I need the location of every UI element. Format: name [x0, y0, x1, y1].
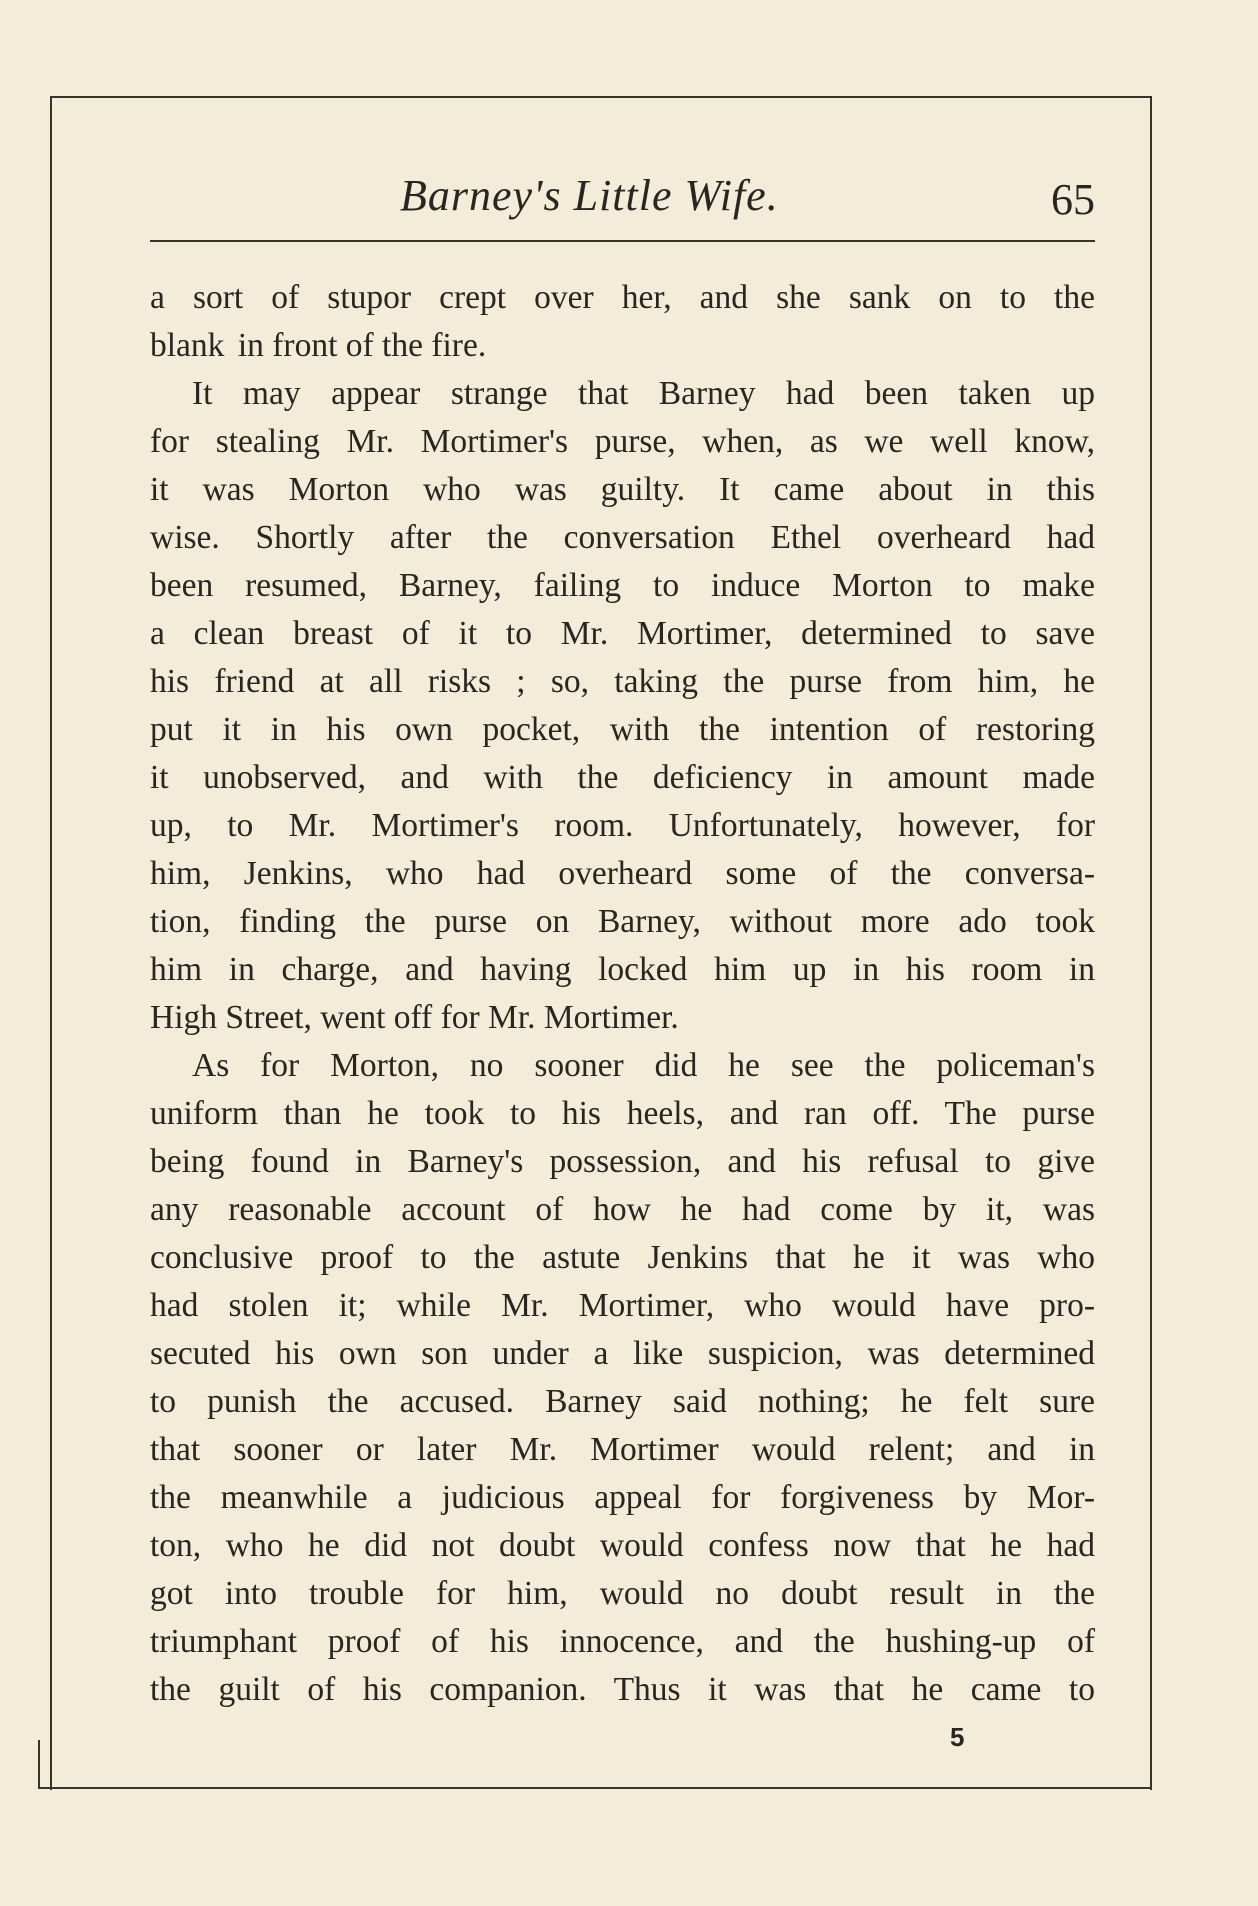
text-line: to punish the accused. Barney said nothing; he felt sure	[150, 1383, 1095, 1420]
text-line: blank in front of the fire.	[150, 327, 487, 364]
text-line: up, to Mr. Mortimer's room. Unfortunately, however, for	[150, 807, 1095, 844]
header-rule	[150, 240, 1095, 242]
text-line: that sooner or later Mr. Mortimer would relent; and in	[150, 1431, 1095, 1468]
text-line: him, Jenkins, who had overheard some of the conversa-	[150, 855, 1095, 892]
running-title: Barney's Little Wife.	[400, 171, 779, 220]
text-line: put it in his own pocket, with the intention of restoring	[150, 711, 1095, 748]
text-line: being found in Barney's possession, and his refusal to give	[150, 1143, 1095, 1180]
text-line: ton, who he did not doubt would confess now that he had	[150, 1527, 1095, 1564]
text-line: it unobserved, and with the deficiency in amount made	[150, 759, 1095, 796]
text-line: secuted his own son under a like suspicion, was determined	[150, 1335, 1095, 1372]
text-line: been resumed, Barney, failing to induce Morton to make	[150, 567, 1095, 604]
text-line: him in charge, and having locked him up in his room in	[150, 951, 1095, 988]
text-line: it was Morton who was guilty. It came about in this	[150, 471, 1095, 508]
text-line: uniform than he took to his heels, and ran off. The purse	[150, 1095, 1095, 1132]
text-line: the meanwhile a judicious appeal for forgiveness by Mor-	[150, 1479, 1095, 1516]
text-line: conclusive proof to the astute Jenkins that he it was who	[150, 1239, 1095, 1276]
text-line: wise. Shortly after the conversation Ethel overheard had	[150, 519, 1095, 556]
text-line: High Street, went off for Mr. Mortimer.	[150, 999, 679, 1036]
text-line: triumphant proof of his innocence, and the hushing-up of	[150, 1623, 1095, 1660]
text-line: for stealing Mr. Mortimer's purse, when, as we well know,	[150, 423, 1095, 460]
paragraph-start-line: It may appear strange that Barney had been taken up	[192, 375, 1095, 412]
page-number: 65	[1051, 175, 1095, 224]
page-border-bottom	[38, 1787, 1150, 1789]
page-border-corner	[38, 1740, 40, 1789]
body-text	[150, 274, 1095, 1714]
text-line: the guilt of his companion. Thus it was that he came to	[150, 1671, 1095, 1708]
paragraph-start-line: As for Morton, no sooner did he see the policeman's	[192, 1047, 1095, 1084]
text-line: had stolen it; while Mr. Mortimer, who would have pro-	[150, 1287, 1095, 1324]
text-line: a sort of stupor crept over her, and she sank on to the	[150, 279, 1095, 316]
text-line: got into trouble for him, would no doubt result in the	[150, 1575, 1095, 1612]
text-line: any reasonable account of how he had come by it, was	[150, 1191, 1095, 1228]
text-line: a clean breast of it to Mr. Mortimer, determined to save	[150, 615, 1095, 652]
text-line: tion, finding the purse on Barney, without more ado took	[150, 903, 1095, 940]
running-head	[150, 170, 1095, 240]
signature-mark: 5	[950, 1722, 965, 1752]
text-line: his friend at all risks ; so, taking the purse from him, he	[150, 663, 1095, 700]
